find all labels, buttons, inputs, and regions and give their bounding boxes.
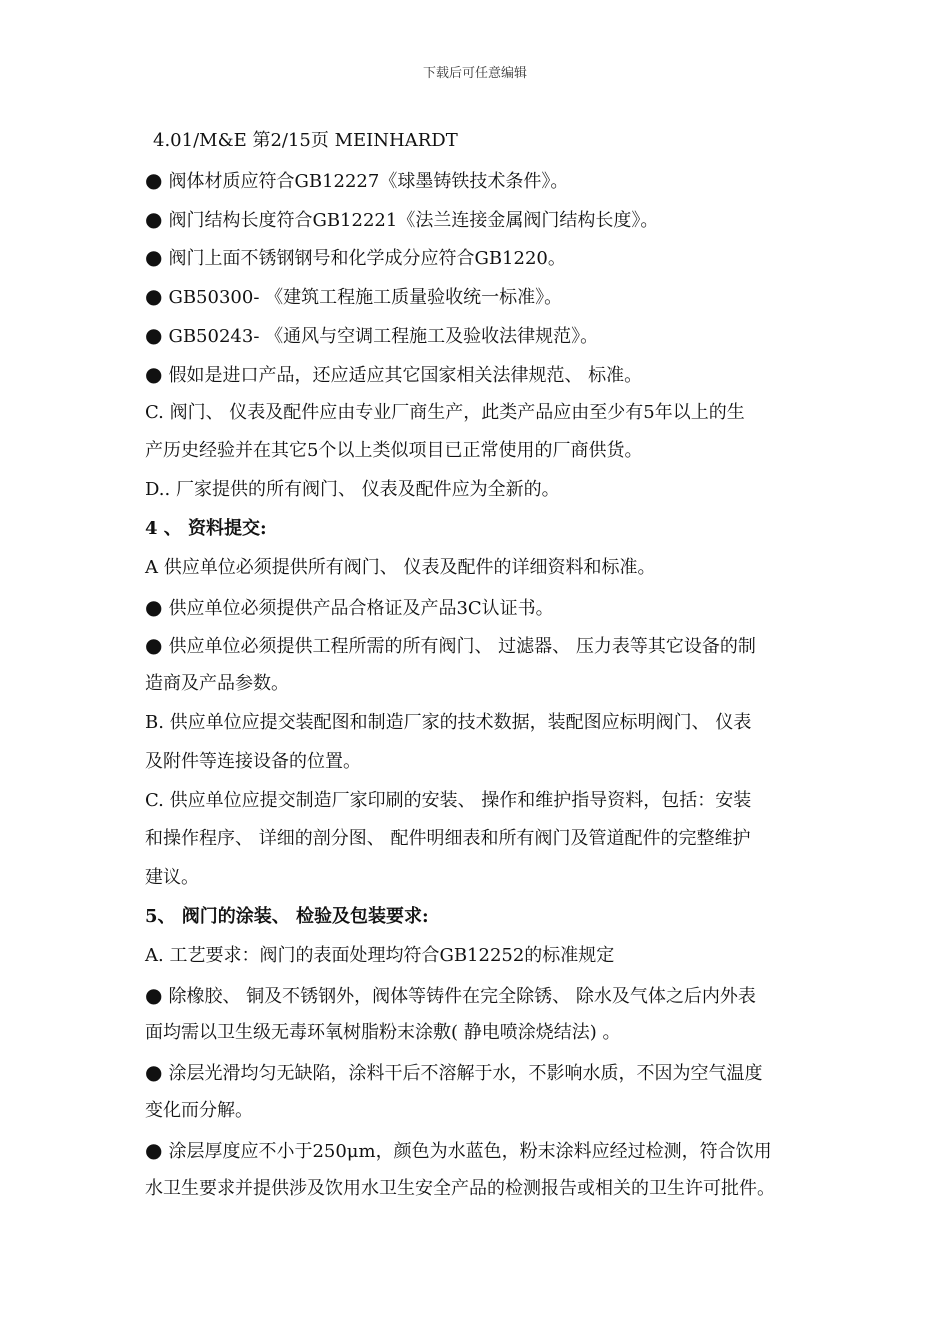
line-text: 阀门结构长度符合GB12221《法兰连接金属阀门结构长度》。: [168, 209, 659, 231]
line-text: A 供应单位必须提供所有阀门、 仪表及配件的详细资料和标准。: [145, 556, 656, 578]
line-text: 建议。: [145, 867, 199, 889]
page-header: 下载后可任意编辑: [422, 66, 527, 81]
bullet-icon: ●: [145, 322, 163, 347]
text-line: [145, 937, 825, 976]
line-text: 5、 阀门的涂装、 检验及包装要求:: [145, 905, 429, 927]
text-line: [145, 898, 825, 937]
text-line: [145, 122, 825, 161]
line-text: 除橡胶、 铜及不锈钢外，阀体等铸件在完全除锈、 除水及气体之后内外表: [168, 985, 756, 1007]
line-text: 阀门上面不锈钢钢号和化学成分应符合GB1220。: [168, 248, 566, 270]
line-text: 4.01/M&E 第2/15页 MEINHARDT: [153, 130, 458, 151]
bullet-item: [145, 1131, 825, 1170]
text-line: [145, 665, 825, 704]
line-text: 涂层厚度应不小于250μm，颜色为水蓝色，粉末涂料应经过检测，符合饮用: [168, 1140, 772, 1162]
bullet-icon: ●: [145, 245, 163, 270]
text-line: [145, 1170, 825, 1209]
bullet-item: [145, 161, 825, 200]
bullet-item: [145, 976, 825, 1015]
line-text: 4 、 资料提交:: [145, 517, 267, 539]
text-line: [145, 743, 825, 782]
line-text: D.. 厂家提供的所有阀门、 仪表及配件应为全新的。: [145, 479, 560, 501]
bullet-icon: ●: [145, 1137, 163, 1162]
bullet-icon: ●: [145, 361, 163, 386]
bullet-icon: ●: [145, 1060, 163, 1085]
bullet-item: [145, 316, 825, 355]
document-body: [145, 122, 825, 1208]
line-text: 造商及产品参数。: [145, 673, 289, 695]
bullet-item: [145, 588, 825, 627]
text-line: [145, 432, 825, 471]
text-line: [145, 820, 825, 859]
line-text: 假如是进口产品，还应适应其它国家相关法律规范、 标准。: [168, 364, 643, 386]
line-text: 变化而分解。: [145, 1099, 253, 1121]
text-line: [145, 859, 825, 898]
bullet-icon: ●: [145, 284, 163, 309]
line-text: 及附件等连接设备的位置。: [145, 750, 361, 772]
text-line: [145, 1014, 825, 1053]
text-line: [145, 510, 825, 549]
line-text: 水卫生要求并提供涉及饮用水卫生安全产品的检测报告或相关的卫生许可批件。: [145, 1177, 775, 1199]
line-text: 供应单位必须提供产品合格证及产品3C认证书。: [168, 597, 554, 619]
bullet-item: [145, 277, 825, 316]
line-text: 供应单位必须提供工程所需的所有阀门、 过滤器、 压力表等其它设备的制: [168, 636, 756, 658]
text-line: [145, 471, 825, 510]
line-text: A. 工艺要求：阀门的表面处理均符合GB12252的标准规定: [145, 944, 615, 966]
bullet-item: [145, 355, 825, 394]
bullet-icon: ●: [145, 206, 163, 231]
bullet-icon: ●: [145, 167, 163, 192]
text-line: [145, 549, 825, 588]
line-text: 产历史经验并在其它5个以上类似项目已正常使用的厂商供货。: [145, 440, 643, 462]
text-line: [145, 704, 825, 743]
text-line: [145, 782, 825, 821]
bullet-icon: ●: [145, 982, 163, 1007]
line-text: 面均需以卫生级无毒环氧树脂粉末涂敷( 静电喷涂烧结法) 。: [145, 1022, 621, 1044]
bullet-item: [145, 626, 825, 665]
bullet-item: [145, 1053, 825, 1092]
bullet-icon: ●: [145, 594, 163, 619]
line-text: 阀体材质应符合GB12227《球墨铸铁技术条件》。: [168, 170, 569, 192]
line-text: C. 供应单位应提交制造厂家印刷的安装、 操作和维护指导资料，包括：安装: [145, 789, 752, 811]
bullet-icon: ●: [145, 633, 163, 658]
text-line: [145, 1092, 825, 1131]
text-line: [145, 394, 825, 433]
line-text: C. 阀门、 仪表及配件应由专业厂商生产，此类产品应由至少有5年以上的生: [145, 401, 745, 423]
bullet-item: [145, 238, 825, 277]
line-text: GB50300- 《建筑工程施工质量验收统一标准》。: [168, 287, 563, 309]
line-text: 和操作程序、 详细的剖分图、 配件明细表和所有阀门及管道配件的完整维护: [145, 828, 751, 850]
bullet-item: [145, 200, 825, 239]
line-text: 涂层光滑均匀无缺陷，涂料干后不溶解于水，不影响水质，不因为空气温度: [168, 1063, 763, 1085]
line-text: B. 供应单位应提交装配图和制造厂家的技术数据，装配图应标明阀门、 仪表: [145, 711, 752, 733]
line-text: GB50243- 《通风与空调工程施工及验收法律规范》。: [168, 325, 599, 347]
